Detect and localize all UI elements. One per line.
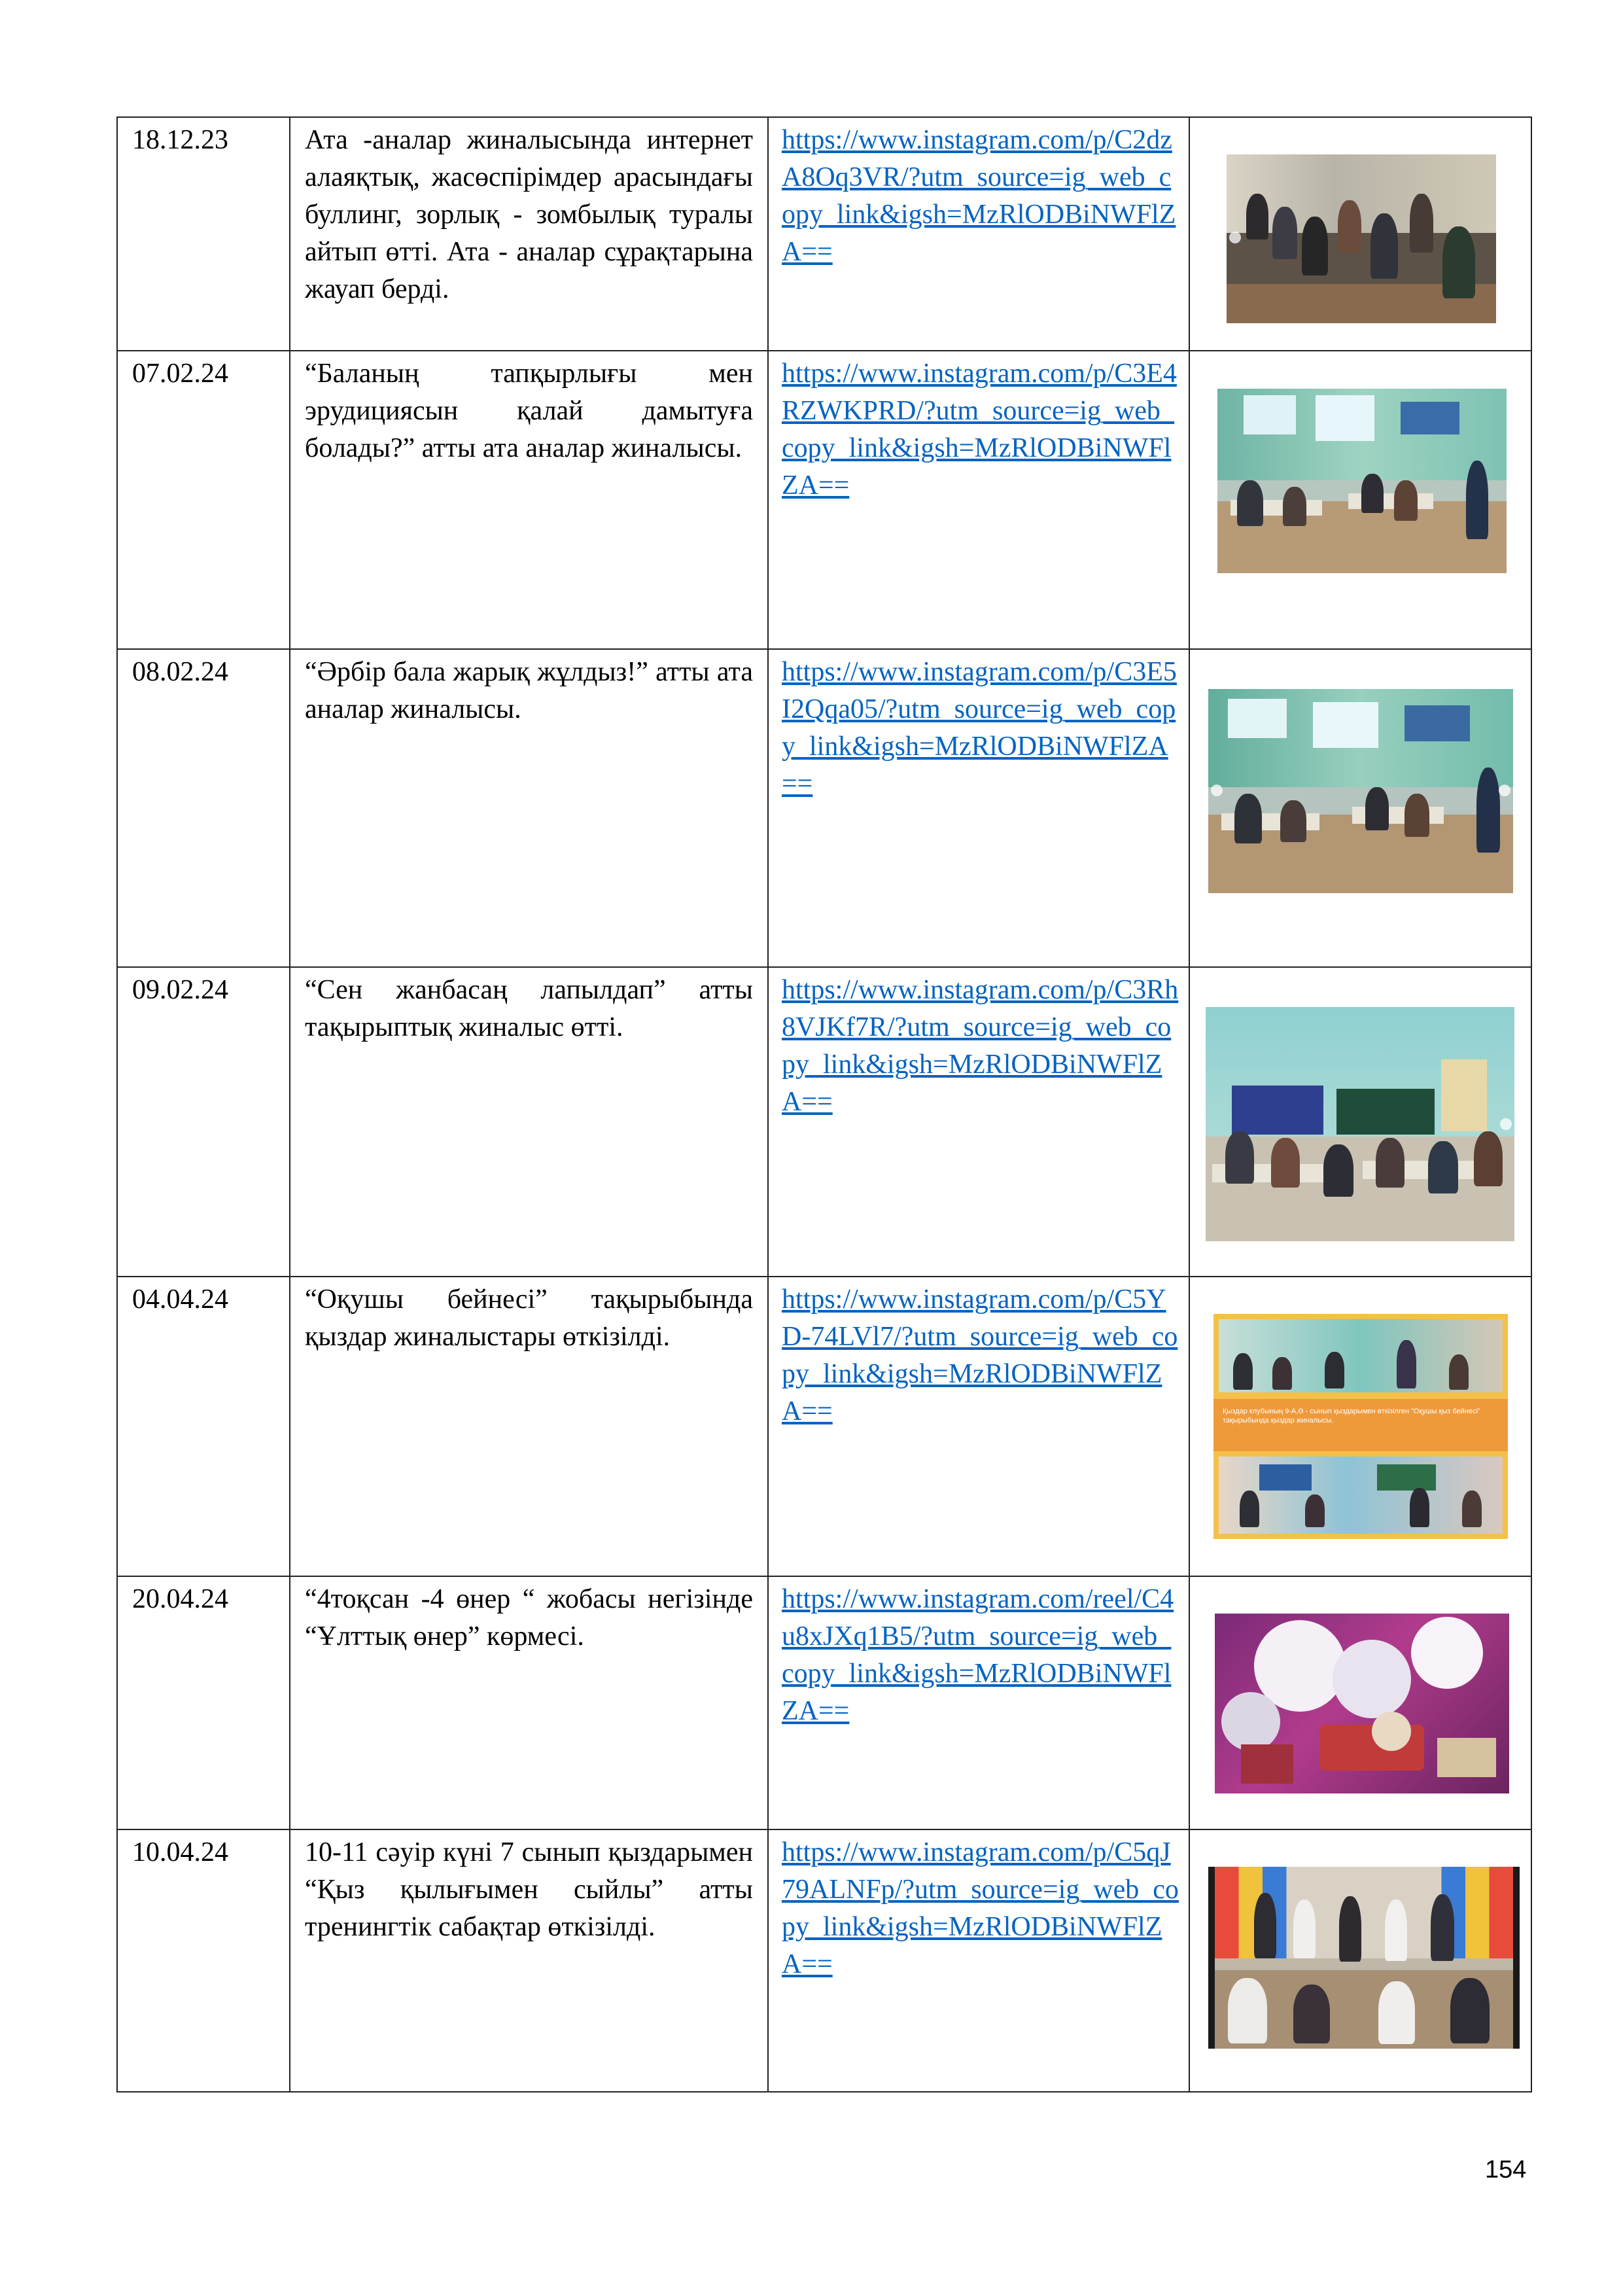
link-cell bbox=[768, 1829, 1189, 2092]
table-row bbox=[117, 967, 1531, 1277]
carousel-arrow-icon bbox=[1500, 1118, 1512, 1130]
event-description: “Оқушы бейнесі” тақырыбында қыздар жиналыстары өткізілді. bbox=[305, 1284, 753, 1352]
link-cell bbox=[768, 649, 1189, 967]
photo-cell bbox=[1189, 649, 1531, 967]
date-cell bbox=[117, 649, 290, 967]
girls-club-collage bbox=[1213, 1314, 1508, 1539]
classroom-meeting-photo bbox=[1217, 389, 1507, 573]
paper-flowers-exhibition-photo bbox=[1215, 1614, 1509, 1793]
event-description: 10-11 сәуір күні 7 сынып қыздарымен “Қыз қылығымен сыйлы” атты тренингтік сабақтар өткізілді. bbox=[305, 1837, 753, 1942]
collage-caption: Қыздар клубының 9-А,Ә - сынып қыздарымен өткізілген "Оқушы қыз бейнесі" тақырыбында қыздар жиналысы. bbox=[1223, 1407, 1480, 1424]
description-cell bbox=[290, 351, 768, 649]
instagram-link[interactable]: https://www.instagram.com/p/C5YD-74LVl7/?utm_source=ig_web_copy_link&igsh=MzRlODBiNWFlZA== bbox=[782, 1284, 1178, 1426]
event-description: “4тоқсан -4 өнер “ жобасы негізінде “Ұлттық өнер” көрмесі. bbox=[305, 1584, 753, 1651]
date-cell bbox=[117, 351, 290, 649]
description-cell bbox=[290, 1829, 768, 2092]
photo-cell bbox=[1189, 351, 1531, 649]
date-cell bbox=[117, 1829, 290, 2092]
link-cell bbox=[768, 117, 1189, 351]
instagram-link[interactable]: https://www.instagram.com/reel/C4u8xJXq1B5/?utm_source=ig_web_copy_link&igsh=MzRlODBiNWFlZA== bbox=[782, 1584, 1174, 1726]
event-description: “Баланың тапқырлығы мен эрудициясын қалай дамытуға болады?” атты ата аналар жиналысы. bbox=[305, 359, 753, 463]
table-row bbox=[117, 351, 1531, 649]
event-date: 09.02.24 bbox=[132, 975, 228, 1005]
description-cell bbox=[290, 649, 768, 967]
event-date: 10.04.24 bbox=[132, 1837, 228, 1867]
carousel-arrow-icon bbox=[1499, 785, 1510, 796]
photo-cell bbox=[1189, 1576, 1531, 1829]
description-cell bbox=[290, 117, 768, 351]
event-date: 07.02.24 bbox=[132, 359, 228, 389]
table-row bbox=[117, 1576, 1531, 1829]
instagram-link[interactable]: https://www.instagram.com/p/C3Rh8VJKf7R/?utm_source=ig_web_copy_link&igsh=MzRlODBiNWFlZA== bbox=[782, 975, 1179, 1117]
instagram-link[interactable]: https://www.instagram.com/p/C3E5I2Qqa05/?utm_source=ig_web_copy_link&igsh=MzRlODBiNWFlZA== bbox=[782, 657, 1177, 799]
link-cell bbox=[768, 1576, 1189, 1829]
event-date: 20.04.24 bbox=[132, 1584, 228, 1614]
photo-cell bbox=[1189, 967, 1531, 1277]
classroom-presentation-photo bbox=[1206, 1007, 1514, 1241]
training-session-photo bbox=[1208, 1867, 1520, 2049]
photo-cell bbox=[1189, 1277, 1531, 1576]
event-date: 08.02.24 bbox=[132, 657, 228, 687]
events-table bbox=[116, 116, 1532, 2093]
photo-cell bbox=[1189, 117, 1531, 351]
date-cell bbox=[117, 117, 290, 351]
event-description: Ата -аналар жиналысында интернет алаяқтық, жасөспірімдер арасындағы буллинг, зорлық - зомбылық туралы айтып өтті. Ата - аналар сұрақтарына жауап берді. bbox=[305, 125, 753, 304]
table-row bbox=[117, 1829, 1531, 2092]
instagram-link[interactable]: https://www.instagram.com/p/C5qJ79ALNFp/?utm_source=ig_web_copy_link&igsh=MzRlODBiNWFlZA== bbox=[782, 1837, 1179, 1979]
link-cell bbox=[768, 351, 1189, 649]
table-row bbox=[117, 649, 1531, 967]
description-cell bbox=[290, 1277, 768, 1576]
table-row bbox=[117, 1277, 1531, 1576]
description-cell bbox=[290, 1576, 768, 1829]
page-number: 154 bbox=[1485, 2156, 1527, 2183]
event-date: 18.12.23 bbox=[132, 125, 228, 155]
event-description: “Әрбір бала жарық жұлдыз!” атты ата аналар жиналысы. bbox=[305, 657, 753, 724]
table-row bbox=[117, 117, 1531, 351]
parents-meeting-photo bbox=[1227, 154, 1496, 323]
event-date: 04.04.24 bbox=[132, 1284, 228, 1315]
date-cell bbox=[117, 967, 290, 1277]
description-cell bbox=[290, 967, 768, 1277]
photo-cell bbox=[1189, 1829, 1531, 2092]
classroom-meeting-photo bbox=[1208, 689, 1513, 893]
instagram-link[interactable]: https://www.instagram.com/p/C2dzA8Oq3VR/?utm_source=ig_web_copy_link&igsh=MzRlODBiNWFlZA== bbox=[782, 125, 1176, 267]
date-cell bbox=[117, 1576, 290, 1829]
event-description: “Сен жанбасаң лапылдап” атты тақырыптық жиналыс өтті. bbox=[305, 975, 753, 1042]
carousel-arrow-icon bbox=[1211, 785, 1223, 796]
link-cell bbox=[768, 967, 1189, 1277]
date-cell bbox=[117, 1277, 290, 1576]
link-cell bbox=[768, 1277, 1189, 1576]
instagram-link[interactable]: https://www.instagram.com/p/C3E4RZWKPRD/?utm_source=ig_web_copy_link&igsh=MzRlODBiNWFlZA== bbox=[782, 359, 1177, 501]
carousel-arrow-icon bbox=[1229, 232, 1241, 243]
